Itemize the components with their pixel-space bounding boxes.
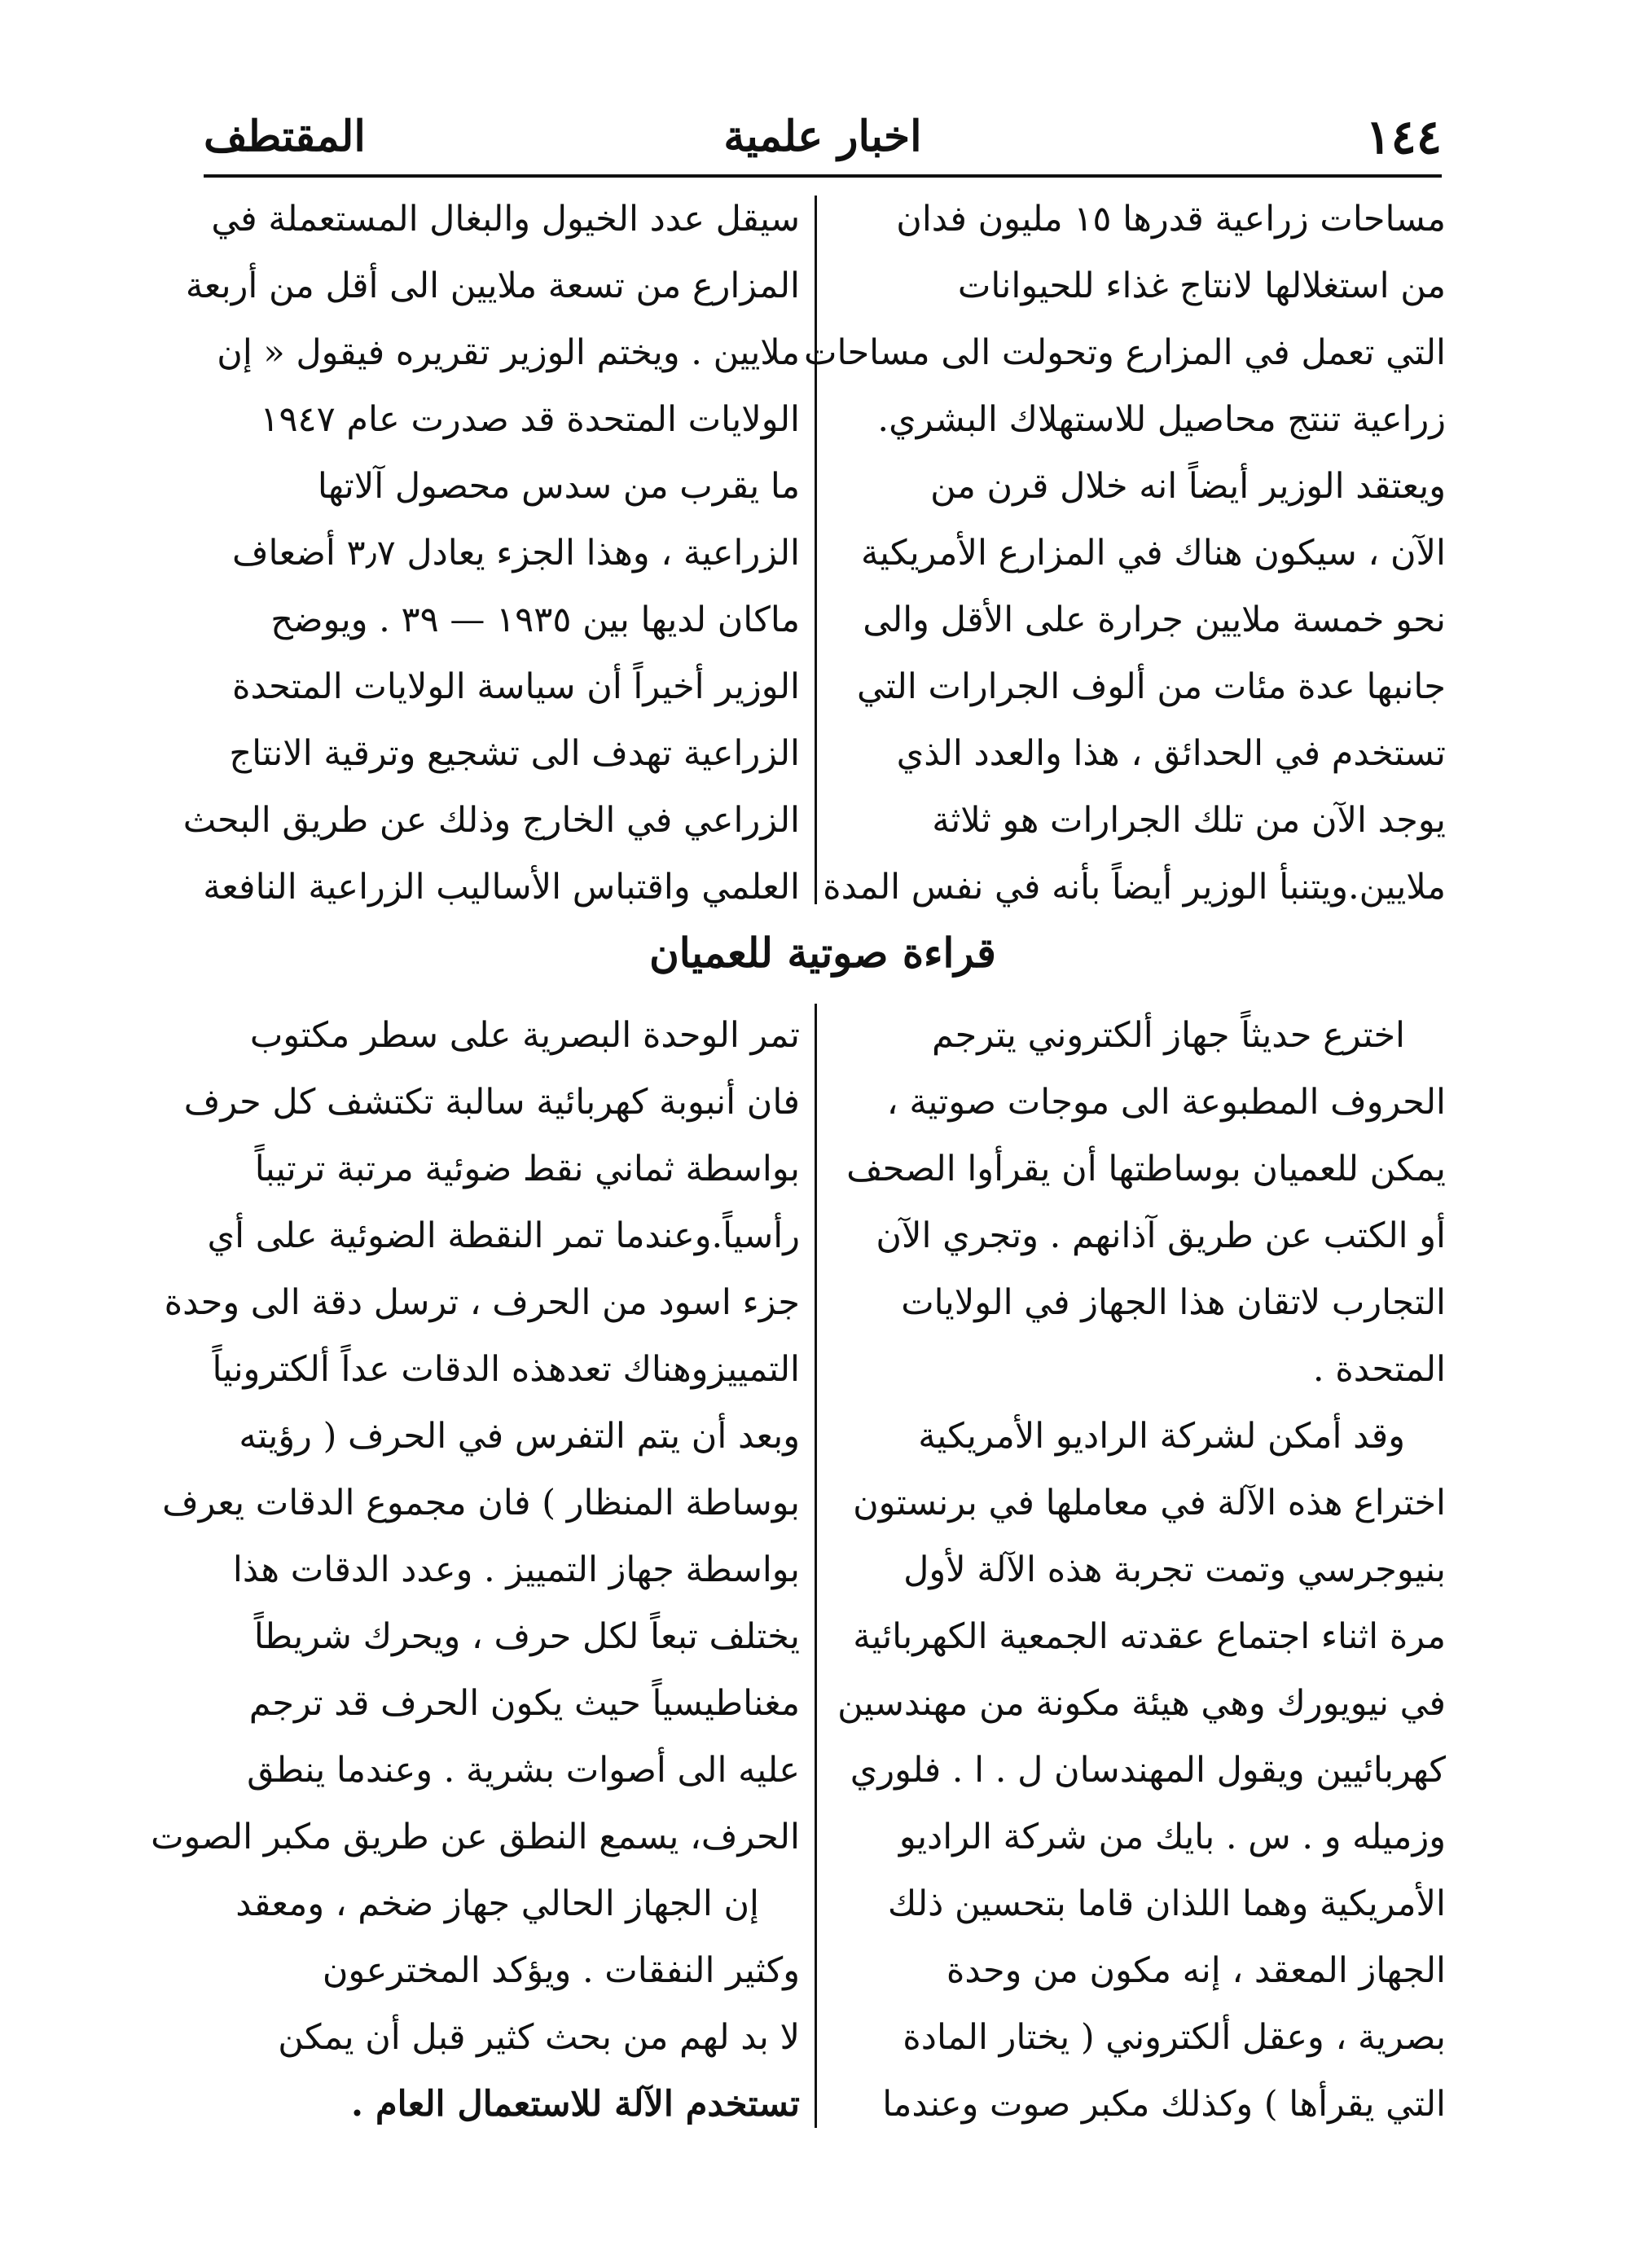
text-line: اختراع هذه الآلة في معاملها في برنستون xyxy=(853,1483,1446,1523)
text-line: مرة اثناء اجتماع عقدته الجمعية الكهربائية xyxy=(853,1616,1446,1657)
text-line: المتحدة . xyxy=(1312,1349,1446,1390)
text-line: مغناطيسياً حيث يكون الحرف قد ترجم xyxy=(248,1683,800,1724)
text-line: يوجد الآن من تلك الجرارات هو ثلاثة xyxy=(932,800,1446,841)
text-line: الوزير أخيراً أن سياسة الولايات المتحدة xyxy=(231,666,800,707)
text-line: جزء اسود من الحرف ، ترسل دقة الى وحدة xyxy=(164,1282,800,1323)
text-line: المزارع من تسعة ملايين الى أقل من أربعة xyxy=(185,266,800,306)
text-line: بصرية ، وعقل ألكتروني ( يختار المادة xyxy=(903,2017,1446,2058)
text-line: التجارب لاتقان هذا الجهاز في الولايات xyxy=(901,1282,1446,1323)
text-line: جانبها عدة مئات من ألوف الجرارات التي xyxy=(856,666,1446,707)
text-line: زراعية تنتج محاصيل للاستهلاك البشري. xyxy=(877,399,1446,440)
text-line: اخترع حديثاً جهاز ألكتروني يترجم xyxy=(932,1015,1405,1056)
text-line: وكثير النفقات . ويؤكد المخترعون xyxy=(322,1950,800,1991)
text-line: الأمريكية وهما اللذان قاما بتحسين ذلك xyxy=(887,1883,1446,1924)
text-line: بنيوجرسي وتمت تجربة هذه الآلة لأول xyxy=(903,1549,1446,1590)
text-line: الزراعي في الخارج وذلك عن طريق البحث xyxy=(182,800,800,841)
text-line: الآن ، سيكون هناك في المزارع الأمريكية xyxy=(860,533,1446,574)
text-line: أو الكتب عن طريق آذانهم . وتجري الآن xyxy=(876,1215,1446,1256)
column-divider xyxy=(815,1004,817,2128)
section-title: اخبار علمية xyxy=(723,112,922,161)
text-line: تستخدم الآلة للاستعمال العام . xyxy=(351,2084,800,2125)
text-line: وبعد أن يتم التفرس في الحرف ( رؤيته xyxy=(239,1416,800,1457)
text-line: سيقل عدد الخيول والبغال المستعملة في xyxy=(211,199,800,240)
journal-name: المقتطف xyxy=(204,112,366,161)
text-line: مساحات زراعية قدرها ١٥ مليون فدان xyxy=(896,199,1446,240)
text-line: بواسطة ثماني نقط ضوئية مرتبة ترتيباً xyxy=(254,1149,800,1189)
text-line: ما يقرب من سدس محصول آلاتها xyxy=(317,466,800,507)
text-line: التمييزوهناك تعدهذه الدقات عداً ألكترونياً xyxy=(212,1349,800,1390)
text-line: الجهاز المعقد ، إنه مكون من وحدة xyxy=(946,1950,1446,1991)
text-line: ملايين . ويختم الوزير تقريره فيقول « إن xyxy=(217,332,800,373)
text-line: العلمي واقتباس الأساليب الزراعية النافعة xyxy=(203,867,800,908)
text-line: كهربائيين ويقول المهندسان ل . ا . فلوري xyxy=(850,1750,1446,1791)
text-line: رأسياً.وعندما تمر النقطة الضوئية على أي xyxy=(207,1215,800,1256)
header-rule xyxy=(204,174,1442,178)
text-line: نحو خمسة ملايين جرارة على الأقل والى xyxy=(863,600,1446,640)
running-header xyxy=(204,104,1442,169)
text-line: ملايين.ويتنبأ الوزير أيضاً بأنه في نفس المدة xyxy=(823,867,1446,908)
text-line: الحرف، يسمع النطق عن طريق مكبر الصوت xyxy=(151,1817,800,1857)
article-heading: قراءة صوتية للعميان xyxy=(649,929,996,977)
text-line: تمر الوحدة البصرية على سطر مكتوب xyxy=(249,1015,800,1056)
page-number: ١٤٤ xyxy=(1365,109,1442,165)
text-line: تستخدم في الحدائق ، هذا والعدد الذي xyxy=(896,733,1446,774)
text-line: يختلف تبعاً لكل حرف ، ويحرك شريطاً xyxy=(253,1616,800,1657)
text-line: فان أنبوبة كهربائية سالبة تكتشف كل حرف xyxy=(183,1082,800,1123)
text-line: عليه الى أصوات بشرية . وعندما ينطق xyxy=(247,1750,800,1791)
text-line: بوساطة المنظار ) فان مجموع الدقات يعرف xyxy=(162,1483,800,1523)
section2-right-column xyxy=(835,1002,1446,2138)
text-line: في نيويورك وهي هيئة مكونة من مهندسين xyxy=(837,1683,1446,1724)
text-line: التي يقرأها ) وكذلك مكبر صوت وعندما xyxy=(882,2084,1446,2125)
text-line: الزراعية تهدف الى تشجيع وترقية الانتاج xyxy=(229,733,800,774)
text-line: وزميله و . س . بايك من شركة الراديو xyxy=(898,1817,1446,1857)
text-line: من استغلالها لانتاج غذاء للحيوانات xyxy=(957,266,1446,306)
text-line: الولايات المتحدة قد صدرت عام ١٩٤٧ xyxy=(260,399,800,440)
column-divider xyxy=(815,196,817,904)
text-line: وقد أمكن لشركة الراديو الأمريكية xyxy=(918,1416,1405,1457)
text-line: ماكان لديها بين ١٩٣٥ — ٣٩ . ويوضح xyxy=(270,600,800,640)
text-line: لا بد لهم من بحث كثير قبل أن يمكن xyxy=(278,2017,800,2058)
text-line: ويعتقد الوزير أيضاً انه خلال قرن من xyxy=(930,466,1446,507)
section1-right-column xyxy=(804,186,1446,921)
section2-left-column xyxy=(151,1002,800,2138)
section1-left-column xyxy=(182,186,800,921)
text-line: التي تعمل في المزارع وتحولت الى مساحات xyxy=(804,332,1446,373)
text-line: الزراعية ، وهذا الجزء يعادل ٣٫٧ أضعاف xyxy=(231,533,800,574)
text-line: إن الجهاز الحالي جهاز ضخم ، ومعقد xyxy=(235,1883,759,1924)
text-line: يمكن للعميان بوساطتها أن يقرأوا الصحف xyxy=(846,1149,1446,1189)
text-line: الحروف المطبوعة الى موجات صوتية ، xyxy=(886,1082,1446,1123)
text-line: بواسطة جهاز التمييز . وعدد الدقات هذا xyxy=(232,1549,800,1590)
